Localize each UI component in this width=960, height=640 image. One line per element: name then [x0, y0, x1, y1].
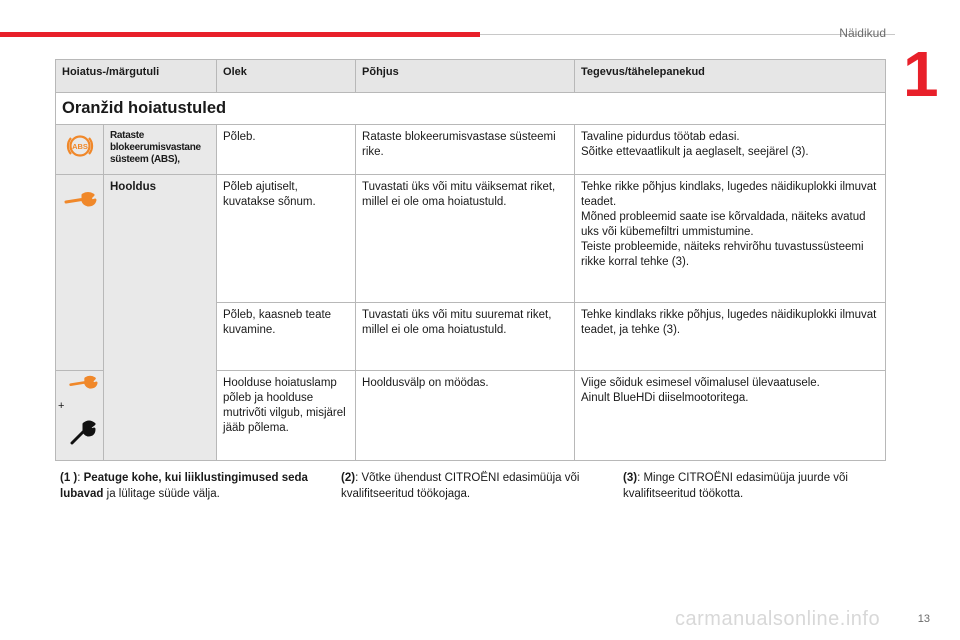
col-header-cause: Põhjus — [356, 60, 575, 93]
svg-text:ABS: ABS — [71, 142, 88, 152]
cause-cell: Hooldusvälp on möödas. — [356, 371, 575, 461]
footnote-text: Võtke ühendust CITROËNI edasimüüja või kvalifitseeritud töökojaga. — [341, 472, 580, 500]
col-header-light: Hoiatus-/märgutuli — [56, 60, 217, 93]
col-header-state: Olek — [217, 60, 356, 93]
abs-warning-icon — [65, 131, 95, 161]
icon-cell — [56, 175, 104, 371]
icon-cell — [56, 371, 104, 461]
footnote-text: Minge CITROËNI edasimüüja juurde või kvalifitseeritud töökotta. — [623, 472, 848, 500]
cause-cell: Tuvastati üks või mitu suuremat riket, millel ei ole oma hoiatustuld. — [356, 303, 575, 371]
action-cell: Tavaline pidurdus töötab edasi. Sõitke ettevaatlikult ja aeglaselt, seejärel (3). — [575, 125, 886, 175]
action-cell: Viige sõiduk esimesel võimalusel ülevaatusele. Ainult BlueHDi diiselmootoritega. — [575, 371, 886, 461]
watermark: carmanualsonline.info — [675, 608, 881, 630]
footnote-bold-text: Peatuge kohe, kui liiklustingimused seda lubavad — [60, 472, 308, 500]
footnote-marker: (3) — [623, 472, 638, 484]
section-title: Näidikud — [839, 26, 886, 40]
col-header-action: Tegevus/tähelepanekud — [575, 60, 886, 93]
section-row — [56, 93, 886, 125]
state-cell: Põleb. — [217, 125, 356, 175]
footnote-marker: (1 ) — [60, 472, 78, 484]
footnote-marker: (2) — [341, 472, 356, 484]
table-row — [56, 125, 886, 175]
table-header-row — [56, 60, 886, 93]
cause-cell: Tuvastati üks või mitu väiksemat riket, millel ei ole oma hoiatustuld. — [356, 175, 575, 303]
plus-sign: + — [58, 400, 65, 413]
light-name: Rataste blokeerumisvastane süsteem (ABS), — [104, 125, 217, 175]
header-rule — [480, 34, 895, 35]
spanner-icon — [68, 419, 96, 447]
wrench-icon — [63, 189, 97, 209]
footnote-1: (1 ): Peatuge kohe, kui liiklustingimused seda lubavad ja lülitage süüde välja. — [60, 472, 308, 500]
action-cell: Tehke rikke põhjus kindlaks, lugedes näidikuplokki ilmuvat teadet. Mõned probleemid saate ise kõrvaldada, näiteks avatud uks või kübemefiltri ummistumine. Teiste probleemide, näiteks rehvirõhu tuvastussüsteemi rikke korral tehke (3). — [575, 175, 886, 303]
page-number: 13 — [917, 613, 930, 625]
header-accent-bar — [0, 32, 480, 37]
warning-lights-table — [55, 59, 886, 461]
footnote-text: ja lülitage süüde välja. — [103, 487, 220, 500]
icon-cell — [56, 125, 104, 175]
state-cell: Hoolduse hoiatuslamp põleb ja hoolduse mutrivõti vilgub, misjärel jääb põlema. — [217, 371, 356, 461]
cause-cell: Rataste blokeerumisvastase süsteemi rike. — [356, 125, 575, 175]
table-row — [56, 175, 886, 303]
wrench-icon — [68, 373, 98, 391]
light-name: Hooldus — [104, 175, 217, 461]
state-cell: Põleb, kaasneb teate kuvamine. — [217, 303, 356, 371]
state-cell: Põleb ajutiselt, kuvatakse sõnum. — [217, 175, 356, 303]
action-cell: Tehke kindlaks rikke põhjus, lugedes näidikuplokki ilmuvat teadet, ja tehke (3). — [575, 303, 886, 371]
footnote-3: (3): Minge CITROËNI edasimüüja juurde või kvalifitseeritud töökotta. — [623, 472, 848, 500]
chapter-number: 1 — [903, 38, 939, 110]
footnote-2: (2): Võtke ühendust CITROËNI edasimüüja või kvalifitseeritud töökojaga. — [341, 472, 580, 500]
section-heading: Oranžid hoiatustuled — [56, 93, 886, 125]
